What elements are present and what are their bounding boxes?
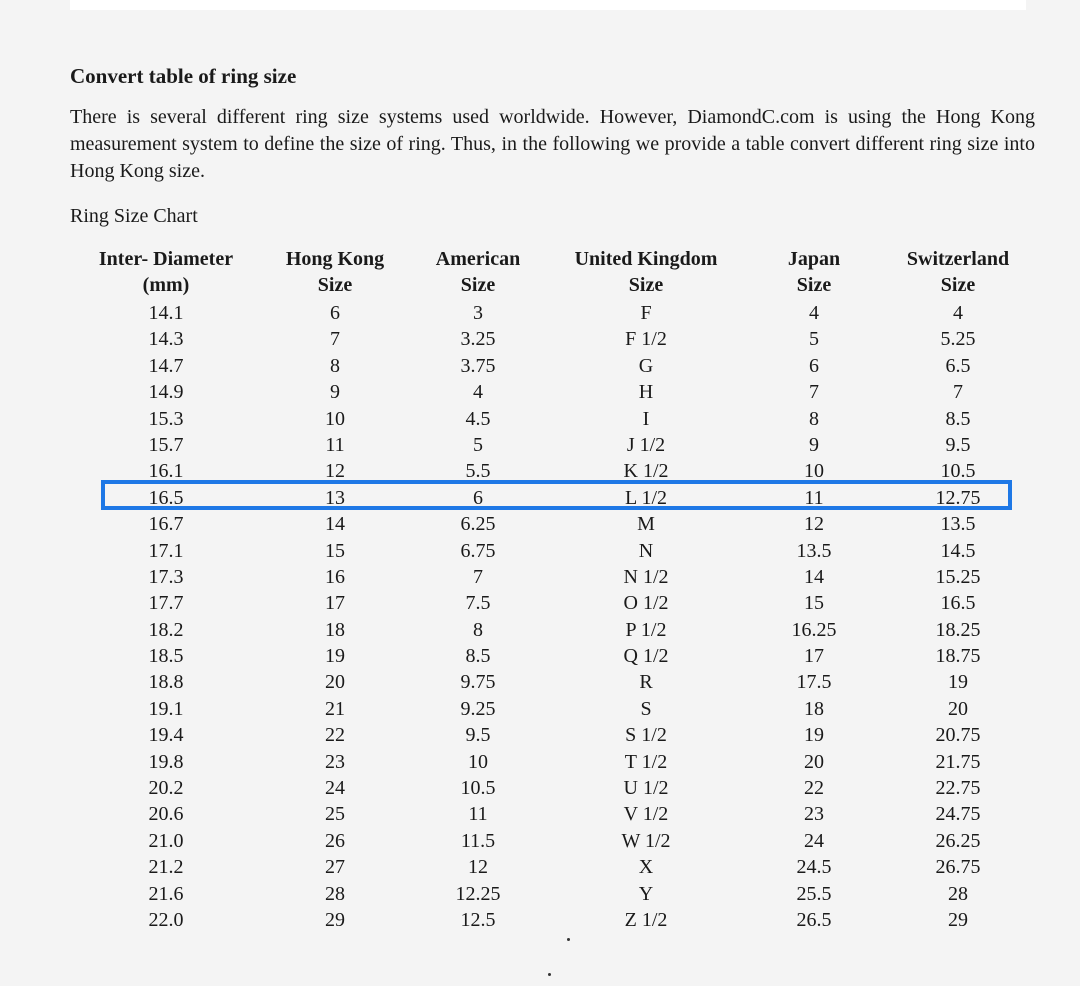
uk-cell: T 1/2: [624, 750, 668, 773]
table-row: [80, 749, 1045, 775]
table-row: [80, 326, 1045, 352]
table-row: [80, 643, 1045, 669]
uk-cell: P 1/2: [625, 618, 667, 641]
uk-cell: R: [639, 671, 653, 694]
uk-cell: V 1/2: [623, 803, 669, 826]
header-line: Size: [796, 274, 832, 296]
switzerland-cell: 19: [948, 671, 968, 694]
japan-cell: 6: [809, 354, 819, 377]
table-row: [80, 511, 1045, 537]
switzerland-cell: 18.25: [935, 618, 981, 641]
diameter-cell: 14.3: [148, 328, 184, 351]
diameter-cell: 20.6: [148, 803, 184, 826]
diameter-cell: 20.2: [148, 777, 184, 800]
hong-kong-cell: 17: [325, 592, 345, 615]
page-heading: Convert table of ring size: [70, 64, 297, 88]
uk-cell: Z 1/2: [624, 908, 668, 931]
hong-kong-cell: 8: [330, 354, 340, 377]
table-row: [80, 617, 1045, 643]
japan-cell: 7: [809, 381, 819, 404]
hong-kong-cell: 18: [325, 618, 345, 641]
uk-cell: U 1/2: [623, 777, 669, 800]
japan-cell: 20: [804, 750, 824, 773]
hong-kong-cell: 26: [325, 829, 345, 852]
american-cell: 3: [473, 302, 483, 324]
switzerland-cell: 9.5: [945, 433, 971, 456]
american-cell: 11.5: [460, 829, 496, 852]
table-row: [80, 828, 1045, 854]
switzerland-cell: 5.25: [940, 328, 976, 351]
table-row: [80, 458, 1045, 484]
header-line: (mm): [142, 274, 190, 296]
dust-speck: [567, 938, 570, 941]
header-line: Size: [940, 274, 976, 296]
hong-kong-cell: 10: [325, 407, 345, 430]
switzerland-cell: 26.25: [935, 829, 981, 852]
hong-kong-cell: 25: [325, 803, 345, 826]
diameter-cell: 17.1: [148, 539, 184, 562]
dust-speck: [548, 973, 551, 976]
hong-kong-cell: 15: [325, 539, 345, 562]
japan-cell: 9: [809, 433, 819, 456]
uk-cell: S 1/2: [625, 724, 667, 747]
uk-cell: L 1/2: [624, 486, 668, 509]
japan-cell: 12: [804, 513, 824, 536]
diameter-cell: 16.5: [148, 486, 184, 509]
table-row: [80, 300, 1045, 326]
hong-kong-cell: 24: [325, 777, 345, 800]
uk-cell: K 1/2: [623, 460, 669, 483]
american-cell: 8: [473, 618, 483, 641]
diameter-cell: 14.9: [148, 381, 184, 404]
american-cell: 12.25: [455, 882, 501, 905]
american-cell: 5: [473, 433, 483, 456]
american-cell: 12.5: [460, 908, 496, 931]
japan-cell: 15: [804, 592, 824, 615]
table-row: [80, 432, 1045, 458]
uk-cell: W 1/2: [621, 829, 671, 852]
japan-cell: 4: [809, 302, 819, 324]
japan-cell: 13.5: [796, 539, 832, 562]
american-cell: 3.25: [460, 328, 496, 351]
japan-cell: 22: [804, 777, 824, 800]
hong-kong-cell: 16: [325, 565, 345, 588]
table-row: [80, 907, 1045, 933]
american-cell: 11: [468, 803, 488, 826]
american-cell: 6.25: [460, 513, 496, 536]
hong-kong-cell: 11: [325, 433, 345, 456]
japan-cell: 5: [809, 328, 819, 351]
table-header-row: [80, 246, 1045, 300]
diameter-cell: 21.2: [148, 856, 184, 879]
switzerland-cell: 21.75: [935, 750, 981, 773]
american-cell: 10.5: [460, 777, 496, 800]
american-cell: 4: [473, 381, 483, 404]
table-row: [80, 538, 1045, 564]
diameter-cell: 19.4: [148, 724, 184, 747]
american-cell: 9.5: [465, 724, 491, 747]
american-cell: 9.75: [460, 671, 496, 694]
japan-cell: 24: [804, 829, 824, 852]
table-row: [80, 353, 1045, 379]
switzerland-cell: 29: [948, 908, 968, 931]
switzerland-cell: 8.5: [945, 407, 971, 430]
table-row: [80, 564, 1045, 590]
uk-cell: F 1/2: [625, 328, 667, 351]
table-row: [80, 775, 1045, 801]
uk-cell: N: [638, 539, 654, 562]
header-line: Inter- Diameter: [98, 248, 234, 270]
switzerland-cell: 4: [953, 302, 963, 324]
japan-cell: 23: [804, 803, 824, 826]
switzerland-cell: 16.5: [940, 592, 976, 615]
diameter-cell: 14.7: [148, 354, 184, 377]
ring-size-table: [80, 246, 1045, 933]
uk-cell: O 1/2: [623, 592, 669, 615]
hong-kong-cell: 22: [325, 724, 345, 747]
american-cell: 8.5: [465, 645, 491, 668]
japan-cell: 24.5: [796, 856, 832, 879]
uk-cell: S: [640, 697, 652, 720]
uk-cell: I: [642, 407, 650, 430]
switzerland-cell: 14.5: [940, 539, 976, 562]
switzerland-cell: 13.5: [940, 513, 976, 536]
diameter-cell: 22.0: [148, 908, 184, 931]
hong-kong-cell: 21: [325, 697, 345, 720]
chart-caption: Ring Size Chart: [70, 205, 198, 227]
hong-kong-cell: 23: [325, 750, 345, 773]
american-cell: 5.5: [465, 460, 491, 483]
hong-kong-cell: 19: [325, 645, 345, 668]
hong-kong-cell: 29: [325, 908, 345, 931]
table-row: [80, 801, 1045, 827]
table-row: [80, 696, 1045, 722]
japan-cell: 25.5: [796, 882, 832, 905]
header-line: Japan: [787, 248, 841, 270]
table-row: [80, 406, 1045, 432]
american-cell: 9.25: [460, 697, 496, 720]
table-row: [80, 379, 1045, 405]
diameter-cell: 18.8: [148, 671, 184, 694]
hong-kong-cell: 20: [325, 671, 345, 694]
uk-cell: Q 1/2: [623, 645, 669, 668]
japan-cell: 8: [809, 407, 819, 430]
diameter-cell: 17.7: [148, 592, 184, 615]
american-cell: 6.75: [460, 539, 496, 562]
uk-cell: M: [637, 513, 655, 536]
japan-cell: 19: [804, 724, 824, 747]
header-switzerland: [858, 246, 1058, 298]
switzerland-cell: 28: [948, 882, 968, 905]
hong-kong-cell: 28: [325, 882, 345, 905]
american-cell: 6: [473, 486, 483, 509]
japan-cell: 10: [804, 460, 824, 483]
hong-kong-cell: 7: [330, 328, 340, 351]
diameter-cell: 21.0: [148, 829, 184, 852]
switzerland-cell: 18.75: [935, 645, 981, 668]
switzerland-cell: 12.75: [935, 486, 981, 509]
diameter-cell: 21.6: [148, 882, 184, 905]
switzerland-cell: 24.75: [935, 803, 981, 826]
japan-cell: 14: [804, 565, 824, 588]
diameter-cell: 19.1: [148, 697, 184, 720]
uk-cell: X: [638, 856, 654, 879]
japan-cell: 18: [804, 697, 824, 720]
header-line: United Kingdom: [574, 248, 718, 270]
japan-cell: 17: [804, 645, 824, 668]
american-cell: 7.5: [465, 592, 491, 615]
switzerland-cell: 15.25: [935, 565, 981, 588]
diameter-cell: 16.7: [148, 513, 184, 536]
header-line: Size: [628, 274, 664, 296]
american-cell: 7: [473, 565, 483, 588]
table-row: [80, 854, 1045, 880]
header-line: American: [435, 248, 521, 270]
table-row: [80, 669, 1045, 695]
table-row-highlighted: [80, 485, 1045, 511]
switzerland-cell: 20.75: [935, 724, 981, 747]
hong-kong-cell: 27: [325, 856, 345, 879]
table-body: [80, 300, 1045, 933]
diameter-cell: 18.5: [148, 645, 184, 668]
hong-kong-cell: 12: [325, 460, 345, 483]
american-cell: 3.75: [460, 354, 496, 377]
table-row: [80, 590, 1045, 616]
hong-kong-cell: 14: [325, 513, 345, 536]
switzerland-cell: 22.75: [935, 777, 981, 800]
switzerland-cell: 6.5: [945, 354, 971, 377]
uk-cell: H: [638, 381, 654, 404]
japan-cell: 17.5: [796, 671, 832, 694]
diameter-cell: 15.3: [148, 407, 184, 430]
switzerland-cell: 10.5: [940, 460, 976, 483]
diameter-cell: 14.1: [148, 302, 184, 324]
american-cell: 10: [468, 750, 488, 773]
diameter-cell: 19.8: [148, 750, 184, 773]
diameter-cell: 18.2: [148, 618, 184, 641]
header-line: Size: [460, 274, 496, 296]
top-page-strip: [70, 0, 1026, 10]
hong-kong-cell: 9: [330, 381, 340, 404]
japan-cell: 26.5: [796, 908, 832, 931]
diameter-cell: 17.3: [148, 565, 184, 588]
switzerland-cell: 20: [948, 697, 968, 720]
switzerland-cell: 7: [953, 381, 963, 404]
uk-cell: J 1/2: [626, 433, 666, 456]
japan-cell: 11: [804, 486, 824, 509]
uk-cell: Y: [638, 882, 654, 905]
american-cell: 4.5: [465, 407, 491, 430]
uk-cell: F: [640, 302, 652, 324]
header-line: Switzerland: [906, 248, 1010, 270]
hong-kong-cell: 6: [330, 302, 340, 324]
table-row: [80, 881, 1045, 907]
diameter-cell: 16.1: [148, 460, 184, 483]
hong-kong-cell: 13: [325, 486, 345, 509]
header-line: Size: [317, 274, 353, 296]
japan-cell: 16.25: [791, 618, 837, 641]
uk-cell: N 1/2: [623, 565, 669, 588]
diameter-cell: 15.7: [148, 433, 184, 456]
intro-paragraph: There is several different ring size systems used worldwide. However, DiamondC.com is using the Hong Kong measurement system to define the size of ring. Thus, in the following we provide a table convert different ring size into Hong Kong size.: [70, 106, 1035, 182]
header-line: Hong Kong: [285, 248, 385, 270]
american-cell: 12: [468, 856, 488, 879]
uk-cell: G: [638, 354, 654, 377]
table-row: [80, 722, 1045, 748]
switzerland-cell: 26.75: [935, 856, 981, 879]
